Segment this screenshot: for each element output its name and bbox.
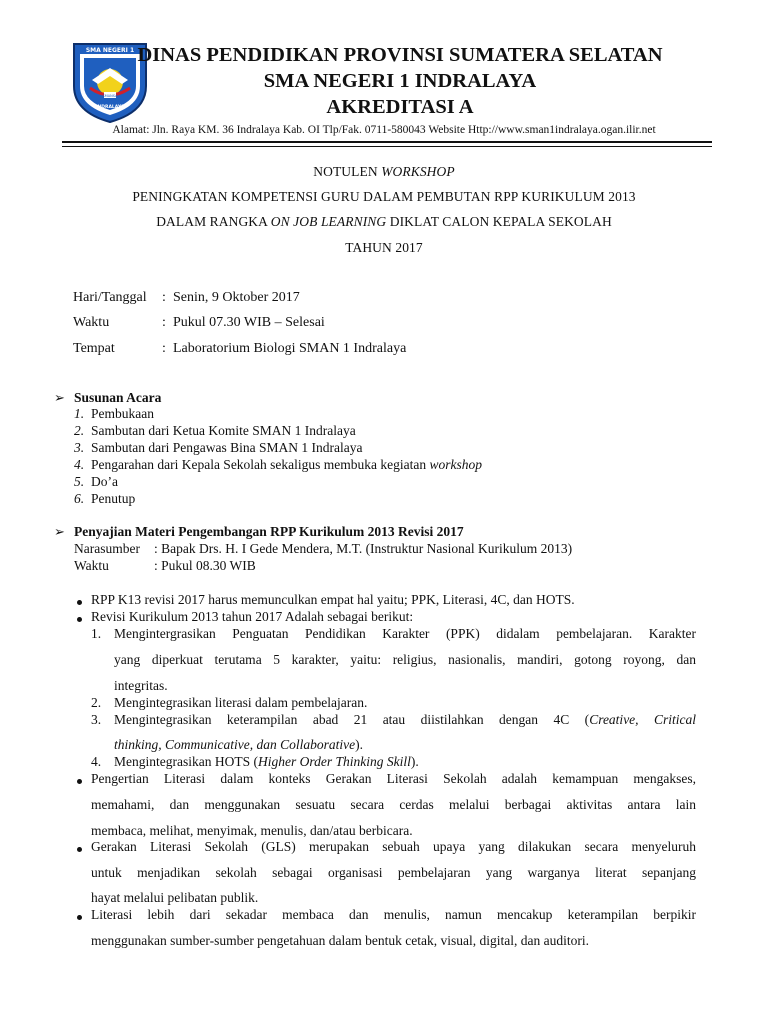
school-address: Alamat: Jln. Raya KM. 36 Indralaya Kab. OI Tlp/Fak. 0711-580043 Website Http://www.sman1indralaya.ogan.ilir.net — [112, 124, 656, 136]
logo-text-bottom: INDRALAYA — [95, 105, 125, 110]
title-line-4: TAHUN 2017 — [345, 240, 423, 255]
bullet-gls-line-1: Gerakan Literasi Sekolah (GLS) merupakan sebuah upaya yang dilakukan secara menyeluruh — [91, 839, 696, 854]
bullet-literasi-line-2: memahami, dan menggunakan sesuatu secara cerdas melalui berbagai aktivitas antara lain — [91, 797, 696, 812]
logo-text-small: SMANSA — [102, 94, 118, 98]
bullet-rpp: RPP K13 revisi 2017 harus memunculkan empat hal yaitu; PPK, Literasi, 4C, dan HOTS. — [91, 592, 575, 607]
accreditation: AKREDITASI A — [326, 96, 474, 118]
list-item: 1. Pembukaan — [74, 406, 154, 421]
list-item: 6. Penutup — [74, 491, 136, 506]
bullet-literasi-line-1: Pengertian Literasi dalam konteks Gerakan Literasi Sekolah adalah kemampuan mengakses, — [91, 771, 696, 786]
agenda-heading: Susunan Acara — [74, 390, 162, 405]
bullet-gls-line-2: untuk menjadikan sekolah sebagai organisasi pembelajaran yang warganya literat sepanjang — [91, 865, 696, 880]
logo-text-top: SMA NEGERI 1 — [85, 47, 135, 54]
bullet-dot-icon — [77, 847, 82, 852]
sub-item-1-line-1: Mengintergrasikan Penguatan Pendidikan Karakter (PPK) didalam pembelajaran. Karakter — [114, 626, 696, 641]
sub-item-num: 3. — [91, 712, 102, 727]
sub-item-1-line-3: integritas. — [114, 678, 168, 693]
list-item: 5. Do’a — [74, 474, 118, 489]
bullet-literasi-line-3: membaca, melihat, menyimak, menulis, dan/atau berbicara. — [91, 823, 413, 838]
bullet-keterampilan-line-1: Literasi lebih dari sekadar membaca dan menulis, namun mencakup keterampilan berpikir — [91, 907, 696, 922]
bullet-revisi: Revisi Kurikulum 2013 tahun 2017 Adalah sebagai berikut: — [91, 609, 414, 624]
bullet-dot-icon — [77, 600, 82, 605]
speaker-row: Narasumber : Bapak Drs. H. I Gede Mendera, M.T. (Instruktur Nasional Kurikulum 2013) — [74, 541, 573, 556]
bullet-keterampilan-line-2: menggunakan sumber-sumber pengetahuan dalam bentuk cetak, visual, digital, dan auditori. — [91, 933, 589, 948]
institution-name: DINAS PENDIDIKAN PROVINSI SUMATERA SELATAN — [137, 44, 663, 66]
sub-item-4: Mengintegrasikan HOTS (Higher Order Thinking Skill). — [114, 754, 419, 769]
school-name: SMA NEGERI 1 INDRALAYA — [263, 70, 537, 92]
document-page: SMA NEGERI 1 SMANSA INDRALAYA DINAS PENDIDIKAN PROVINSI SUMATERA SELATAN SMA NEGERI 1 INDRALAYA AKREDITASI A Alamat: Jln. Raya KM. 36 Indralaya Kab. OI Tlp/Fak. 0711-580043 Website Http://www.sman1indralaya.ogan.ilir.net NOTULEN WORKSHOP PENINGKATAN KOMPETENSI GURU DALAM PEMBUTAN RPP KURIKULUM 2013 DALAM RANGKA ON JOB LEARNING DIKLAT CALON KEPALA SEKOLAH TAHUN 2017 Hari/Tanggal : Senin, 9 Oktober 2017 Waktu : Pukul 07.30 WIB – Selesai Tempat : Laboratorium Biologi SMAN 1 Indralaya ➢ Susunan Acara 1. Pembukaan 2. Sambutan dari Ketua Komite SMAN 1 Indralaya 3. Sambutan dari Pengawas Bina SMAN 1 Indralaya 4. Pengarahan dari Kepala Sekolah sekaligus membuka kegiatan workshop 5. Do’a 6. Penutup ➢ Penyajian Materi Pengembangan RPP Kurikulum 2013 Revisi 2017 Narasumber : Bapak Drs. H. I Gede Mendera, M.T. (Instruktur Nasional Kurikulum 2013) Waktu : Pukul 08.30 WIB RPP K13 revisi 2017 harus memunculkan empat hal yaitu; PPK, Literasi, 4C, dan HOTS. Revisi Kurikulum 2013 tahun 2017 Adalah sebagai berikut: 1. Mengintergrasikan Penguatan Pendidikan Karakter (PPK) didalam pembelajaran. Karakter yang diperkuat terutama 5 karakter, yaitu: religius, nasionalis, mandiri, gotong royong, dan integritas. 2. Mengintegrasikan literasi dalam pembelajaran. 3. Mengintegrasikan keterampilan abad 21 atau diistilahkan dengan 4C (Creative, Critical thinking, Communicative, dan Collaborative). 4. Mengintegrasikan HOTS (Higher Order Thinking Skill). Pengertian Literasi dalam konteks Gerakan Literasi Sekolah adalah kemampuan mengakses, memahami, dan menggunakan sesuatu secara cerdas melalui berbagai aktivitas antara lain membaca, melihat, menyimak, menulis, dan/atau berbicara. Gerakan Literasi Sekolah (GLS) merupakan sebuah upaya yang dilakukan secara menyeluruh untuk menjadikan sekolah sebagai organisasi pembelajaran yang warganya literat sepanjang hayat melalui pelibatan publik. Literasi lebih dari sekadar membaca dan menulis, namun mencakup keterampilan berpikir menggunakan sumber-sumber pengetahuan dalam bentuk cetak, visual, digital, dan auditori. — [0, 0, 768, 1024]
header-rule-thin — [62, 146, 712, 147]
presentation-heading: Penyajian Materi Pengembangan RPP Kurikulum 2013 Revisi 2017 — [74, 524, 464, 539]
sub-item-1-line-2: yang diperkuat terutama 5 karakter, yaitu: religius, nasionalis, mandiri, gotong royong, dan — [114, 652, 696, 667]
title-line-2: PENINGKATAN KOMPETENSI GURU DALAM PEMBUTAN RPP KURIKULUM 2013 — [132, 189, 636, 204]
list-item: 3. Sambutan dari Pengawas Bina SMAN 1 Indralaya — [74, 440, 363, 455]
title-line-1: NOTULEN WORKSHOP — [313, 164, 455, 179]
sub-item-num: 4. — [91, 754, 102, 769]
presentation-time-row: Waktu : Pukul 08.30 WIB — [74, 558, 256, 573]
arrow-bullet-icon: ➢ — [54, 390, 65, 405]
bullet-dot-icon — [77, 617, 82, 622]
sub-item-2: Mengintegrasikan literasi dalam pembelajaran. — [114, 695, 368, 710]
bullet-dot-icon — [77, 779, 82, 784]
bullet-gls-line-3: hayat melalui pelibatan publik. — [91, 890, 259, 905]
arrow-bullet-icon: ➢ — [54, 524, 65, 539]
header-rule-thick — [62, 141, 712, 143]
sub-item-3-line-1: Mengintegrasikan keterampilan abad 21 atau diistilahkan dengan 4C (Creative, Critical — [114, 712, 696, 727]
sub-item-3-line-2: thinking, Communicative, dan Collaborative). — [114, 737, 363, 752]
list-item: 2. Sambutan dari Ketua Komite SMAN 1 Indralaya — [74, 423, 356, 438]
sub-item-num: 1. — [91, 626, 102, 641]
title-line-3: DALAM RANGKA ON JOB LEARNING DIKLAT CALON KEPALA SEKOLAH — [156, 214, 612, 229]
sub-item-num: 2. — [91, 695, 102, 710]
bullet-dot-icon — [77, 915, 82, 920]
list-item: 4. Pengarahan dari Kepala Sekolah sekaligus membuka kegiatan workshop — [74, 457, 483, 472]
